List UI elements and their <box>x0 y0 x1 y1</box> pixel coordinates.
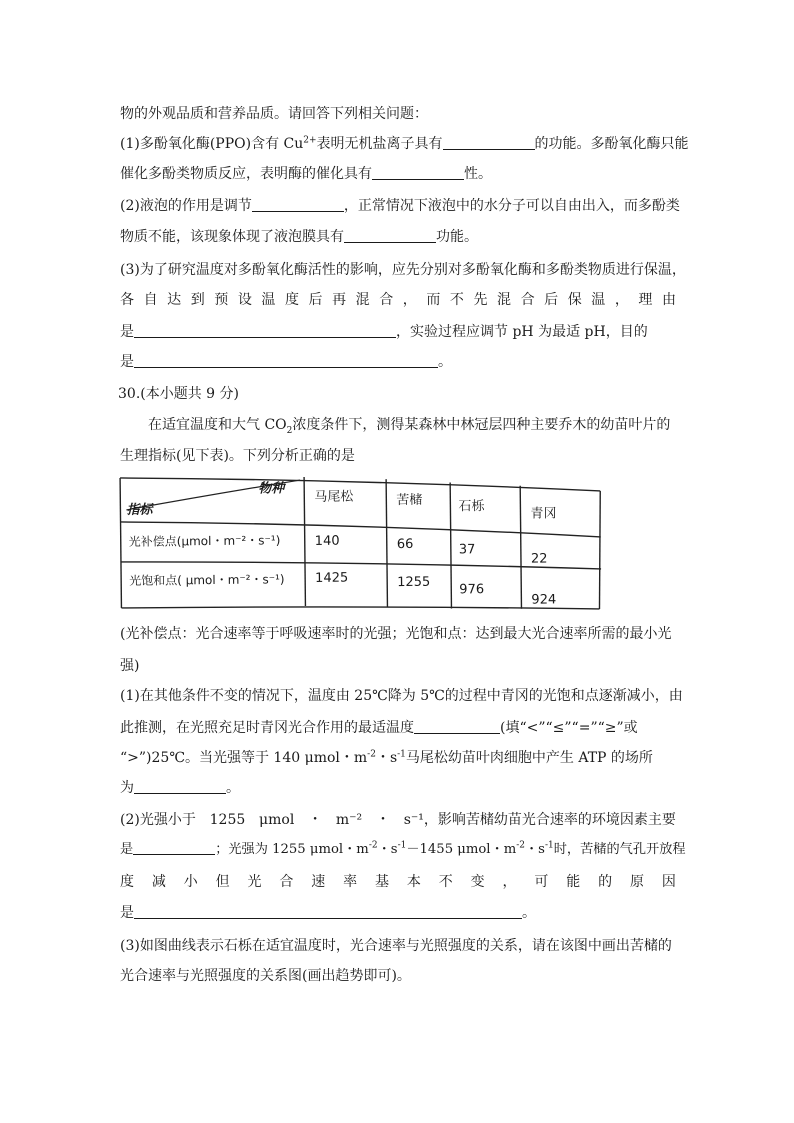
q3-char-7: 度 <box>284 292 299 308</box>
p2-char-12: ， <box>502 874 517 890</box>
p1-text-e: ・s <box>375 750 398 766</box>
q1-text-e: 性。 <box>464 166 492 182</box>
p1-sup-2: -1 <box>397 749 406 760</box>
q3-text-e: 是 <box>120 354 134 370</box>
p1-text-b: 此推测，在光照充足时青冈光合作用的最适温度 <box>120 720 414 736</box>
intro-text: 物的外观品质和营养品质。请回答下列相关问题： <box>120 106 428 122</box>
p3-text-a: (3)如图曲线表示石栎在适宜温度时，光合速率与光照强度的关系，请在该图中画出苦槠的 <box>120 938 672 954</box>
stem-text-b: 浓度条件下，测得某森林中林冠层四种主要乔木的幼苗叶片的 <box>292 417 671 433</box>
cell-r1-c4: 22 <box>530 551 548 567</box>
p3-line-1 <box>120 936 672 956</box>
p2-line-3 <box>120 872 676 892</box>
cell-r1-c3: 37 <box>458 542 476 558</box>
p2-answer-blank-1[interactable] <box>133 840 215 855</box>
cell-r2-c2: 1255 <box>397 574 431 591</box>
p2-seg-3: ・ <box>308 812 323 828</box>
p2-char-16: 原 <box>630 874 644 890</box>
q3-char-20: 温 <box>591 292 606 308</box>
p1-text-a: (1)在其他条件不变的情况下，温度由 25℃降为 5℃的过程中青冈的光饱和点逐渐减小，由 <box>120 688 683 704</box>
p2-char-6: 速 <box>311 874 326 890</box>
q3-char-15: 先 <box>473 292 488 308</box>
q3-char-3: 到 <box>190 292 205 308</box>
q3-char-18: 后 <box>544 292 559 308</box>
p2-char-8: 基 <box>375 874 389 890</box>
p2-sup-4: -1 <box>544 840 554 851</box>
p2-line-1 <box>120 810 676 830</box>
q3-char-22: 理 <box>638 292 653 308</box>
table-left-border <box>120 478 121 608</box>
p2-text-e: －1455 μmol・m <box>406 842 517 857</box>
p2-text-h: 是 <box>120 905 134 921</box>
p2-seg-5: ・ <box>375 812 390 828</box>
header-species: 物种 <box>258 481 285 497</box>
note-line-1 <box>120 624 671 644</box>
p1-answer-blank-2[interactable] <box>134 779 226 794</box>
q3-char-8: 后 <box>308 292 323 308</box>
species-col-2: 苦槠 <box>396 492 423 509</box>
q2-text-c: 物质不能，该现象体现了液泡膜具有 <box>120 229 344 245</box>
q3-char-4: 预 <box>214 292 229 308</box>
note-line-2 <box>120 656 139 676</box>
table-col-divider-1 <box>304 477 305 606</box>
q2-answer-blank-2[interactable] <box>344 228 436 243</box>
q3-char-23: 由 <box>661 292 676 308</box>
stem-line-1 <box>148 415 670 435</box>
q1-superscript: 2+ <box>303 135 317 146</box>
p2-char-14: 能 <box>566 874 581 890</box>
q2-text-d: 功能。 <box>436 229 478 245</box>
p2-char-3: 但 <box>215 874 230 890</box>
p1-text-d: “>”)25℃。当光强等于 140 μmol・m <box>120 750 368 766</box>
cell-r1-c1: 140 <box>314 533 340 549</box>
q3-line-4 <box>120 352 452 372</box>
q2-line-1 <box>120 196 680 216</box>
p3-line-2 <box>120 966 411 986</box>
cell-r1-c2: 66 <box>396 536 414 553</box>
q2-line-2 <box>120 227 478 247</box>
p2-char-7: 率 <box>343 874 358 890</box>
p2-text-g: 时，苦槠的气孔开放程 <box>553 842 686 857</box>
q3-answer-blank-1[interactable] <box>134 323 396 338</box>
note-text-b: 强) <box>120 658 140 674</box>
q1-text-d: 催化多酚类物质反应，表明酶的催化具有 <box>120 166 372 182</box>
p2-seg-6: s⁻¹，影响苦槠幼苗光合速率的环境因素主要 <box>403 812 676 828</box>
q3-char-2: 达 <box>167 292 182 308</box>
table-col-divider-2 <box>386 479 387 607</box>
table-top-border <box>120 473 600 496</box>
cell-r2-c1: 1425 <box>315 570 349 586</box>
p2-char-4: 光 <box>247 874 262 890</box>
stem-text-c: 生理指标(见下表)。下列分析正确的是 <box>120 448 355 464</box>
q1-answer-blank-2[interactable] <box>372 165 464 180</box>
species-col-3: 石栎 <box>458 499 485 515</box>
p2-text-d: ・s <box>377 842 398 857</box>
q3-char-21: ， <box>614 292 629 308</box>
q3-char-19: 保 <box>567 292 582 308</box>
q2-text-b: ，正常情况下液泡中的水分子可以自由出入，而多酚类 <box>343 198 680 214</box>
table-right-border <box>598 491 601 609</box>
intro-line <box>120 104 428 124</box>
q3-answer-blank-2[interactable] <box>134 353 438 368</box>
stem-line-2 <box>120 446 355 466</box>
q3-line-2 <box>120 290 676 310</box>
section-title <box>118 384 239 404</box>
q3-text-d: ，实验过程应调节 pH 为最适 pH，目的 <box>396 324 648 340</box>
p1-text-g: 为 <box>120 780 134 796</box>
q1-line-2 <box>120 164 492 184</box>
row-label-2: 光饱和点( μmol・m⁻²・s⁻¹) <box>129 572 285 588</box>
p2-seg-0: (2)光强小于 <box>120 812 196 828</box>
species-col-1: 马尾松 <box>314 489 354 505</box>
q3-char-13: 而 <box>426 292 441 308</box>
table-col-divider-4 <box>520 486 521 609</box>
q3-line-3 <box>120 322 648 342</box>
q1-text-c: 的功能。多酚氧化酶只能 <box>534 136 689 152</box>
p2-seg-1: 1255 <box>209 812 246 828</box>
p1-text-f: 马尾松幼苗叶肉细胞中产生 ATP 的场所 <box>405 750 653 766</box>
p2-seg-4: m⁻² <box>335 812 363 828</box>
p2-text-i: 。 <box>522 905 536 921</box>
note-text-a: (光补偿点：光合速率等于呼吸速率时的光强；光饱和点：达到最大光合速率所需的最小光 <box>120 626 672 642</box>
p2-char-5: 合 <box>279 874 294 890</box>
p2-line-4 <box>120 903 536 923</box>
q3-char-11: 合 <box>379 292 394 308</box>
q3-char-14: 不 <box>449 292 464 308</box>
p1-line-2 <box>120 718 638 738</box>
p2-char-1: 减 <box>151 874 166 890</box>
q3-char-9: 再 <box>332 292 347 308</box>
p2-char-15: 的 <box>598 874 613 890</box>
q1-line-1 <box>120 134 689 154</box>
p2-char-0: 度 <box>120 874 134 890</box>
p1-line-1 <box>120 686 683 706</box>
p1-line-3 <box>120 748 653 768</box>
p1-line-4 <box>120 778 240 798</box>
p1-answer-blank-1[interactable] <box>414 719 500 734</box>
q3-char-5: 设 <box>237 292 252 308</box>
p2-char-2: 小 <box>183 874 198 890</box>
q3-text-a: (3)为了研究温度对多酚氧化酶活性的影响，应先分别对多酚氧化酶和多酚类物质进行保温， <box>120 262 686 278</box>
p2-text-f: ・s <box>525 842 545 857</box>
p2-sup-2: -1 <box>397 840 407 851</box>
row-label-1: 光补偿点(μmol・m⁻²・s⁻¹) <box>128 533 281 549</box>
p2-char-11: 变 <box>470 874 485 890</box>
p2-answer-blank-2[interactable] <box>134 904 522 919</box>
section-title-text: 30.(本小题共 9 分) <box>118 386 239 402</box>
p3-text-b: 光合速率与光照强度的关系图(画出趋势即可)。 <box>120 968 411 984</box>
p2-sup-3: -2 <box>516 840 525 851</box>
p2-seg-2: μmol <box>259 812 295 828</box>
q3-char-1: 自 <box>143 292 158 308</box>
p2-line-2 <box>120 840 686 860</box>
data-table <box>118 465 604 616</box>
p2-text-b: 是 <box>120 842 134 857</box>
p1-text-c: (填“<”“≤”“=”“≥”或 <box>500 720 638 736</box>
q1-answer-blank-1[interactable] <box>443 135 535 150</box>
table-bottom-border <box>121 603 599 614</box>
q1-text-b: 表明无机盐离子具有 <box>316 136 443 152</box>
stem-subscript: 2 <box>286 425 293 436</box>
q3-char-12: ， <box>402 292 417 308</box>
p2-char-9: 本 <box>406 874 421 890</box>
q1-text-a: (1)多酚氧化酶(PPO)含有 Cu <box>120 136 304 152</box>
p2-char-13: 可 <box>534 874 549 890</box>
p1-text-h: 。 <box>226 780 240 796</box>
p2-sup-1: -2 <box>368 840 378 851</box>
q3-char-17: 合 <box>520 292 535 308</box>
table-col-divider-3 <box>450 483 451 609</box>
p1-sup-1: -2 <box>367 749 376 760</box>
p2-char-10: 不 <box>438 874 453 890</box>
cell-r2-c3: 976 <box>459 582 485 598</box>
q3-char-6: 温 <box>261 292 276 308</box>
q3-char-10: 混 <box>355 292 370 308</box>
q2-text-a: (2)液泡的作用是调节 <box>120 198 252 214</box>
q3-text-c: 是 <box>120 324 134 340</box>
q3-char-16: 混 <box>497 292 511 308</box>
q3-line-1 <box>120 260 686 280</box>
stem-text-a: 在适宜温度和大气 CO <box>148 417 287 433</box>
q3-text-f: 。 <box>438 354 452 370</box>
p2-char-17: 因 <box>661 874 676 890</box>
q3-char-0: 各 <box>120 292 134 308</box>
p2-text-c: ；光强为 1255 μmol・m <box>215 842 369 857</box>
q2-answer-blank-1[interactable] <box>252 197 344 212</box>
cell-r2-c4: 924 <box>531 592 557 608</box>
header-index: 指标 <box>126 502 153 518</box>
species-col-4: 青冈 <box>530 506 557 522</box>
